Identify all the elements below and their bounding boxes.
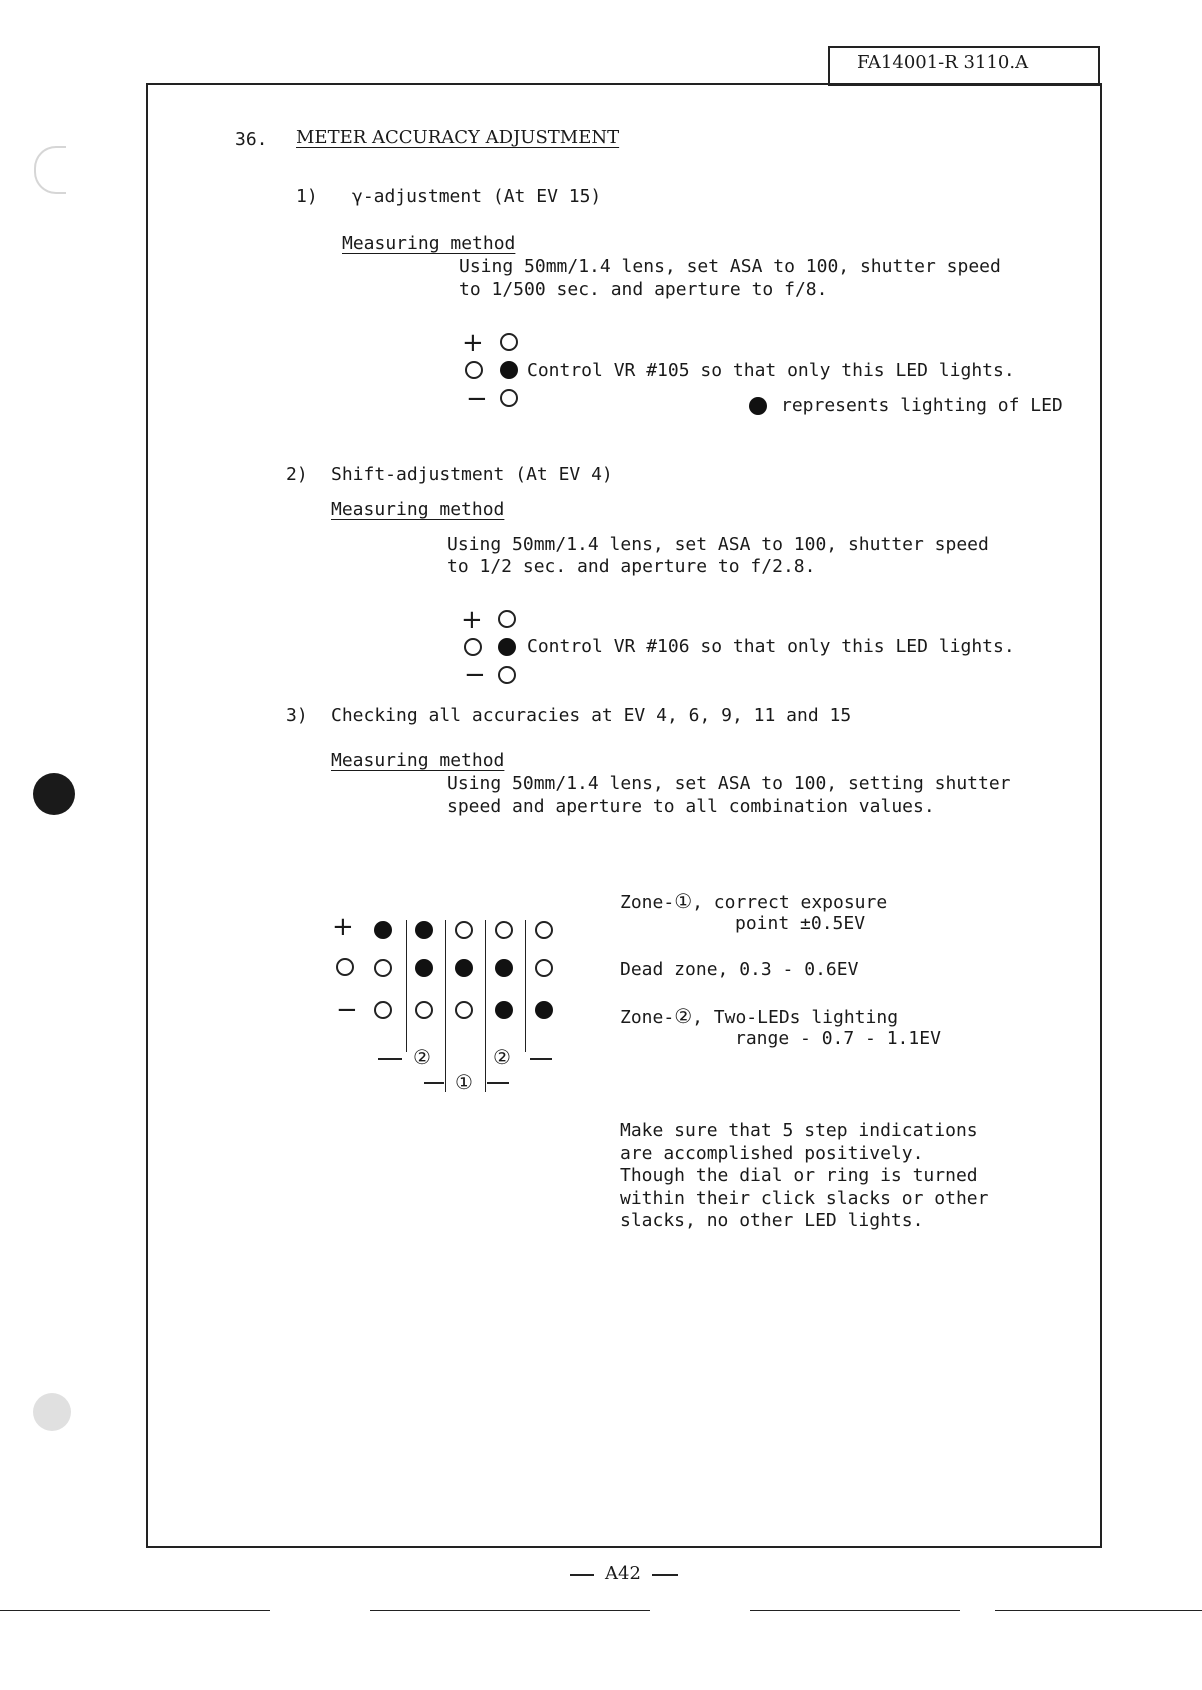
footer-dash-left — [570, 1574, 594, 1576]
zone1-prefix: Zone- — [620, 892, 675, 913]
step2-minus-sign: − — [464, 660, 486, 690]
led-r2-c3 — [455, 959, 473, 977]
led-r3-c1 — [374, 1001, 392, 1019]
step1-minus-sign: − — [466, 384, 488, 414]
step2-led-minus — [498, 666, 516, 684]
step2-text-line1: Using 50mm/1.4 lens, set ASA to 100, shutter speed — [447, 534, 989, 555]
table-row-label-center — [336, 958, 354, 976]
note-line-5: slacks, no other LED lights. — [620, 1210, 924, 1231]
step1-text-line1: Using 50mm/1.4 lens, set ASA to 100, shutter speed — [459, 256, 1001, 277]
page-number: A42 — [605, 1563, 641, 1584]
led-r1-c1 — [374, 921, 392, 939]
bottom-rule-2 — [370, 1610, 650, 1611]
zone1-line1: , correct exposure — [692, 892, 888, 913]
step1-method-label: Measuring method — [342, 233, 516, 254]
zone2-right-mark: ② — [493, 1045, 511, 1069]
zone2-left-mark: ② — [413, 1045, 431, 1069]
note-line-2: are accomplished positively. — [620, 1143, 924, 1164]
table-divider-2 — [445, 920, 446, 1092]
step1-plus-sign: + — [462, 328, 484, 358]
bottom-rule-1 — [0, 1610, 270, 1611]
zone2-desc-mark: ② — [674, 1004, 693, 1028]
led-r3-c5 — [535, 1001, 553, 1019]
step2-number: 2) — [286, 464, 308, 485]
table-divider-4 — [525, 920, 526, 1052]
led-r3-c3 — [455, 1001, 473, 1019]
led-r2-c2 — [415, 959, 433, 977]
zone1-right-arrow — [487, 1082, 509, 1084]
step1-led-minus — [500, 389, 518, 407]
step2-led-center-lit — [498, 638, 516, 656]
step2-method-label: Measuring method — [331, 499, 505, 520]
step1-number: 1) — [296, 186, 318, 207]
led-r2-c4 — [495, 959, 513, 977]
zone2-desc — [620, 1005, 898, 1029]
zone1-desc-mark: ① — [674, 889, 693, 913]
legend-text: represents lighting of LED — [781, 395, 1063, 416]
step1-title: γ-adjustment (At EV 15) — [352, 186, 602, 207]
dead-zone: Dead zone, 0.3 - 0.6EV — [620, 959, 859, 980]
doc-code: FA14001-R 3110.A — [857, 52, 1029, 73]
led-r1-c3 — [455, 921, 473, 939]
step2-led-plus — [498, 610, 516, 628]
led-r2-c5 — [535, 959, 553, 977]
bottom-rule-3 — [750, 1610, 960, 1611]
binder-hole-mark-bottom — [33, 1393, 71, 1431]
led-r3-c2 — [415, 1001, 433, 1019]
zone1-line2: point ±0.5EV — [735, 913, 866, 934]
note-line-4: within their click slacks or other — [620, 1188, 989, 1209]
zone1-mark: ① — [455, 1070, 473, 1094]
step1-instruction: Control VR #105 so that only this LED lights. — [527, 360, 1015, 381]
binder-hole-mark-middle — [33, 773, 75, 815]
led-r1-c4 — [495, 921, 513, 939]
zone1-desc — [620, 890, 887, 914]
step1-led-plus — [500, 333, 518, 351]
step2-text-line2: to 1/2 sec. and aperture to f/2.8. — [447, 556, 816, 577]
bottom-rule-4 — [995, 1610, 1202, 1611]
led-r1-c2 — [415, 921, 433, 939]
zone2-left-arrow — [378, 1058, 402, 1060]
led-r3-c4 — [495, 1001, 513, 1019]
step2-instruction: Control VR #106 so that only this LED lights. — [527, 636, 1015, 657]
step3-text-line2: speed and aperture to all combination values. — [447, 796, 935, 817]
section-number: 36. — [235, 129, 268, 150]
step2-plus-sign: + — [461, 605, 483, 635]
note-line-1: Make sure that 5 step indications — [620, 1120, 978, 1141]
table-plus-sign: + — [332, 912, 354, 942]
legend-led-icon — [749, 397, 767, 415]
step1-led-center-lit — [500, 361, 518, 379]
zone2-line1: , Two-LEDs lighting — [692, 1007, 899, 1028]
footer-dash-right — [652, 1574, 678, 1576]
zone2-prefix: Zone- — [620, 1007, 675, 1028]
step2-title: Shift-adjustment (At EV 4) — [331, 464, 613, 485]
binder-hole-mark-top — [34, 146, 66, 194]
step3-number: 3) — [286, 705, 308, 726]
zone2-line2: range - 0.7 - 1.1EV — [735, 1028, 941, 1049]
step3-text-line1: Using 50mm/1.4 lens, set ASA to 100, setting shutter — [447, 773, 1011, 794]
step3-title: Checking all accuracies at EV 4, 6, 9, 11 and 15 — [331, 705, 852, 726]
led-r1-c5 — [535, 921, 553, 939]
step1-text-line2: to 1/500 sec. and aperture to f/8. — [459, 279, 828, 300]
step3-method-label: Measuring method — [331, 750, 505, 771]
zone1-left-arrow — [424, 1082, 444, 1084]
note-line-3: Though the dial or ring is turned — [620, 1165, 978, 1186]
table-divider-1 — [406, 920, 407, 1052]
led-r2-c1 — [374, 959, 392, 977]
table-minus-sign: − — [336, 995, 358, 1025]
zone2-right-arrow — [530, 1058, 552, 1060]
section-title: METER ACCURACY ADJUSTMENT — [296, 127, 620, 148]
step2-led-left — [464, 638, 482, 656]
table-divider-3 — [485, 920, 486, 1092]
step1-led-left — [465, 361, 483, 379]
